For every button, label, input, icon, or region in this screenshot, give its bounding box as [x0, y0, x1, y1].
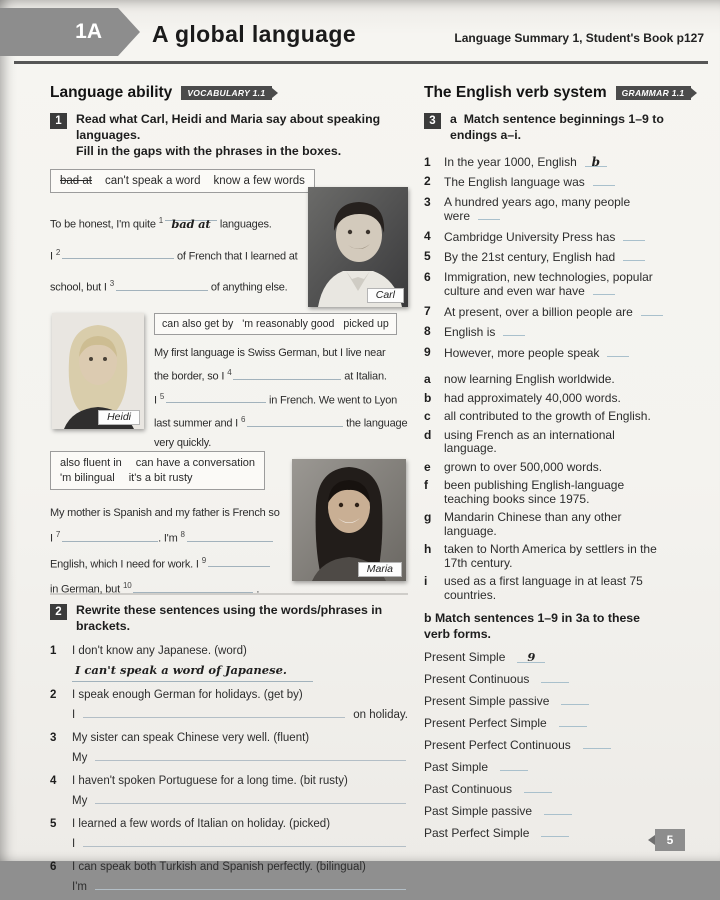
- match-blank: [585, 156, 607, 167]
- rewrite-item: 1 I don't know any Japanese. (word) I can't speak a word of Japanese.: [50, 641, 408, 682]
- carl-paragraph: To be honest, I'm quite $^1$ bad at languages. I $^2$ of French that I learned at school, but I $^3$ of anything else.: [50, 207, 298, 302]
- form-blank: [559, 715, 587, 727]
- verb-form-row: Present Simple passive: [424, 693, 702, 709]
- maria-paragraph: My mother is Spanish and my father is French so I $^7$ . I'm $^8$ English, which I need for work. I $^9$ in German, but $^{10}$ .: [50, 506, 280, 596]
- beginning-item: 4 Cambridge University Press has: [424, 230, 702, 245]
- match-blank: [607, 346, 629, 357]
- exercise-2-items: [50, 641, 408, 897]
- match-blank: [503, 325, 525, 336]
- answer-blank: [95, 748, 406, 761]
- gap-9: [208, 556, 270, 567]
- verb-form-row: Present Perfect Continuous: [424, 737, 702, 753]
- ending-item: c all contributed to the growth of English.: [424, 409, 651, 424]
- phrase: can have a conversation: [135, 456, 256, 469]
- exercise-3b-header: b Match sentences 1–9 in 3a to these verb forms.: [424, 611, 640, 642]
- verb-form-row: Present Continuous: [424, 671, 702, 687]
- phrase: 'm bilingual: [60, 471, 115, 484]
- verb-form-row: Past Perfect Simple: [424, 825, 702, 841]
- beginning-item: 8 English is: [424, 325, 702, 340]
- header-divider: [14, 61, 708, 64]
- sentence-endings-list: [424, 373, 702, 602]
- maria-section: [50, 451, 408, 596]
- gap-7: [62, 531, 158, 542]
- form-blank: [541, 671, 569, 683]
- exercise-3a-header: [424, 112, 702, 144]
- phrase: can't speak a word: [104, 174, 201, 187]
- verb-form-row: Past Continuous: [424, 781, 702, 797]
- verb-forms-list: [424, 651, 702, 841]
- match-blank: [641, 305, 663, 316]
- sentence-beginnings-list: [424, 156, 702, 361]
- verb-form-row: Present Perfect Simple: [424, 715, 702, 731]
- heidi-section: [50, 313, 408, 449]
- vocabulary-badge: VOCABULARY 1.1: [181, 86, 272, 100]
- heidi-photo: [52, 313, 144, 429]
- rewrite-item: 5 I learned a few words of Italian on holiday. (picked) I: [50, 814, 408, 854]
- photo-name-label: Carl: [367, 288, 404, 303]
- exercise-instructions: Rewrite these sentences using the words/phrases in brackets.: [76, 602, 383, 633]
- page-title: A global language: [152, 21, 357, 47]
- gap-3: [116, 280, 208, 291]
- photo-name-label: Heidi: [98, 410, 140, 425]
- exercise-instructions: Read what Carl, Heidi and Maria say about speaking languages. Fill in the gaps with the phrases in the boxes.: [76, 112, 381, 158]
- answer-blank: [95, 791, 406, 804]
- gap-8: [187, 531, 273, 542]
- exercise-number-badge: 2: [50, 604, 67, 620]
- form-blank: [524, 781, 552, 793]
- gap-6: [247, 416, 343, 427]
- form-blank: [544, 803, 572, 815]
- answer-blank: [83, 834, 406, 847]
- maria-phrase-box: [50, 451, 265, 490]
- answer-blank: [83, 705, 345, 718]
- gap-1: bad at: [165, 210, 217, 221]
- beginning-item: 5 By the 21st century, English had: [424, 250, 702, 265]
- beginning-item: 7 At present, over a billion people are: [424, 305, 702, 320]
- unit-banner: [0, 8, 118, 56]
- section-language-ability: [50, 84, 408, 102]
- form-blank: [583, 737, 611, 749]
- written-answer: 9: [527, 650, 536, 665]
- ending-item: d using French as an international language.: [424, 427, 615, 456]
- gap-5: [166, 392, 266, 403]
- written-answer: I can't speak a word of Japanese.: [72, 661, 313, 682]
- ending-item: i used as a first language in at least 75 countries.: [424, 574, 643, 602]
- maria-photo: [292, 459, 406, 581]
- exercise-1-header: [50, 112, 408, 160]
- exercise-2-header: [50, 603, 408, 635]
- beginning-item: 6 Immigration, new technologies, popular culture and even war have: [424, 269, 653, 299]
- form-blank: [500, 759, 528, 771]
- left-column: [50, 84, 408, 900]
- exercise-instructions: a Match sentence beginnings 1–9 to endings a–i.: [450, 112, 664, 142]
- match-blank: [478, 209, 500, 220]
- verb-form-row: Past Simple passive: [424, 803, 702, 819]
- match-blank: [623, 230, 645, 241]
- form-blank: [561, 693, 589, 705]
- answer-blank: [95, 877, 406, 890]
- unit-number: 1A: [75, 20, 102, 43]
- exercise-number-badge: 3: [424, 113, 441, 129]
- section-title: Language ability: [50, 84, 173, 101]
- photo-name-label: Maria: [358, 562, 402, 577]
- form-blank: [541, 825, 569, 837]
- page-number-tab: [655, 829, 685, 851]
- heidi-paragraph: My first language is Swiss German, but I live near the border, so I $^4$ at Italian. I $^5$ in French. We went to Lyon last summer and I $^6$ the language very quickly.: [154, 346, 408, 449]
- ending-item: f been publishing English-language teaching books since 1975.: [424, 478, 625, 506]
- written-answer: b: [591, 154, 600, 169]
- ending-item: g Mandarin Chinese than any other language.: [424, 510, 622, 538]
- grammar-badge: GRAMMAR 1.1: [616, 86, 692, 100]
- ending-item: a now learning English worldwide.: [424, 372, 615, 387]
- page-number: 5: [666, 833, 674, 847]
- verb-form-row: Past Simple: [424, 759, 702, 775]
- phrase: can also get by: [162, 317, 234, 330]
- ending-item: b had approximately 40,000 words.: [424, 390, 621, 405]
- rewrite-item: 6 I can speak both Turkish and Spanish perfectly. (bilingual) I'm: [50, 857, 408, 897]
- phrase-used: bad at: [60, 174, 92, 187]
- exercise-number-badge: 1: [50, 113, 67, 129]
- match-blank: [623, 250, 645, 261]
- summary-reference: Language Summary 1, Student's Book p127: [454, 31, 704, 45]
- match-blank: [593, 284, 615, 295]
- phrase: picked up: [343, 317, 389, 330]
- beginning-item: 9 However, more people speak: [424, 346, 702, 361]
- phrase: know a few words: [213, 174, 305, 187]
- rewrite-item: 4 I haven't spoken Portuguese for a long time. (bit rusty) My: [50, 771, 408, 811]
- gap-2: [62, 248, 174, 259]
- rewrite-item: 2 I speak enough German for holidays. (get by) I on holiday.: [50, 688, 408, 721]
- section-title: The English verb system: [424, 84, 607, 101]
- section-english-verb-system: [424, 84, 702, 102]
- phrase: also fluent in: [60, 456, 122, 469]
- ending-item: h taken to North America by settlers in the 17th century.: [424, 542, 657, 570]
- verb-form-row: Present Simple 9: [424, 651, 702, 665]
- carl-section: [50, 169, 408, 311]
- beginning-item: 3 A hundred years ago, many people were: [424, 194, 631, 224]
- phrase: 'm reasonably good: [242, 317, 335, 330]
- rewrite-item: 3 My sister can speak Chinese very well. (fluent) My: [50, 728, 408, 768]
- form-blank: [517, 651, 545, 663]
- beginning-item: 2 The English language was: [424, 175, 702, 190]
- ending-item: e grown to over 500,000 words.: [424, 459, 603, 474]
- gap-10: [133, 582, 253, 593]
- phrase: it's a bit rusty: [128, 471, 193, 484]
- beginning-item: 1 In the year 1000, English b: [424, 156, 702, 170]
- right-column: [424, 84, 702, 847]
- heidi-phrase-box: [154, 313, 397, 335]
- carl-photo: [308, 187, 408, 307]
- carl-phrase-box: [50, 169, 315, 193]
- match-blank: [593, 175, 615, 186]
- gap-4: [233, 369, 341, 380]
